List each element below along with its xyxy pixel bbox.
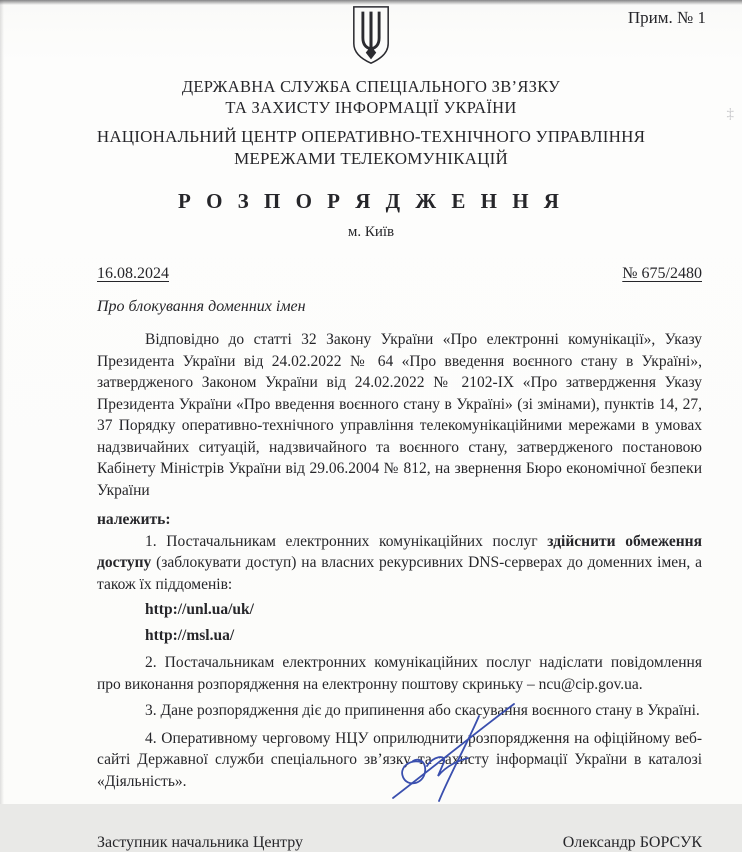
item-1-bold-directive: здійснити обмеження доступу <box>97 532 702 571</box>
scan-edge-left <box>0 0 4 804</box>
item-1-text-prefix: 1. Постачальникам електронних комунікаційних послуг <box>145 532 548 550</box>
agency-name-line2: ТА ЗАХИСТУ ІНФОРМАЦІЇ УКРАЇНИ <box>225 98 517 117</box>
center-name <box>0 126 742 169</box>
blocked-domain-url: http://unl.ua/uk/ <box>145 601 254 618</box>
preamble-paragraph: Відповідно до статті 32 Закону України «Про електронні комунікації», Указу Президента України від 24.02.2022 № 64 «Про введення воєнного стану в Україні», затвердженого Законом України від 24.02.2022 № 2102-ІХ «Про затвердження Указу Президента України «Про введення воєнного стану в Україні» (зі змінами), пунктів 14, 27, 37 Порядку оперативно-технічного управління телекомунікаційними мережами в умовах надзвичайних ситуацій, надзвичайного та воєнного стану, затвердженого постановою Кабінету Міністрів України від 29.06.2004 № 812, на звернення Бюро економічної безпеки України <box>97 331 702 499</box>
subject-line: Про блокування доменних імен <box>97 298 306 315</box>
scan-edge-top <box>0 0 742 5</box>
copy-number-note: Прим. № 1 <box>627 8 706 27</box>
city-label: м. Київ <box>347 224 395 240</box>
agency-name <box>0 76 742 118</box>
blocked-domains-list <box>145 597 702 649</box>
center-name-line2: МЕРЕЖАМИ ТЕЛЕКОМУНІКАЦІЙ <box>234 148 508 168</box>
document-type-title: Р О З П О Р Я Д Ж Е Н Н Я <box>178 189 564 213</box>
meta-row <box>97 265 702 283</box>
item-2-paragraph: 2. Постачальникам електронних комунікаційних послуг надіслати повідомлення про виконання розпорядження на електронну поштову скриньку – ncu@cip.gov.ua. <box>97 654 702 693</box>
agency-name-line1: ДЕРЖАВНА СЛУЖБА СПЕЦІАЛЬНОГО ЗВ’ЯЗКУ <box>181 77 561 96</box>
resolution-word: належить: <box>97 511 171 528</box>
document-date: 16.08.2024 <box>97 265 169 282</box>
document-number: № 675/2480 <box>622 265 702 282</box>
signer-position: Заступник начальника Центру <box>97 834 304 851</box>
item-1-text-suffix: (заблокувати доступ) на власних рекурсивних DNS-серверах до доменних імен, а також їх піддоменів: <box>97 554 702 593</box>
blocked-domain-url: http://msl.ua/ <box>145 627 235 644</box>
scan-artifact: ‡ <box>726 106 734 122</box>
item-4-paragraph: 4. Оперативному черговому НЦУ оприлюднити розпорядження на офіційному веб-сайті Державної служби спеціального зв’язку та захисту інформації України в каталозі «Діяльність». <box>97 729 702 790</box>
signer-name: Олександр БОРСУК <box>562 834 702 851</box>
item-1-paragraph <box>97 531 702 596</box>
signature-row <box>97 834 702 852</box>
center-name-line1: НАЦІОНАЛЬНИЙ ЦЕНТР ОПЕРАТИВНО-ТЕХНІЧНОГО УПРАВЛІННЯ <box>96 127 646 146</box>
item-3-paragraph: 3. Дане розпорядження діє до припинення або скасування воєнного стану в Україні. <box>145 702 700 719</box>
